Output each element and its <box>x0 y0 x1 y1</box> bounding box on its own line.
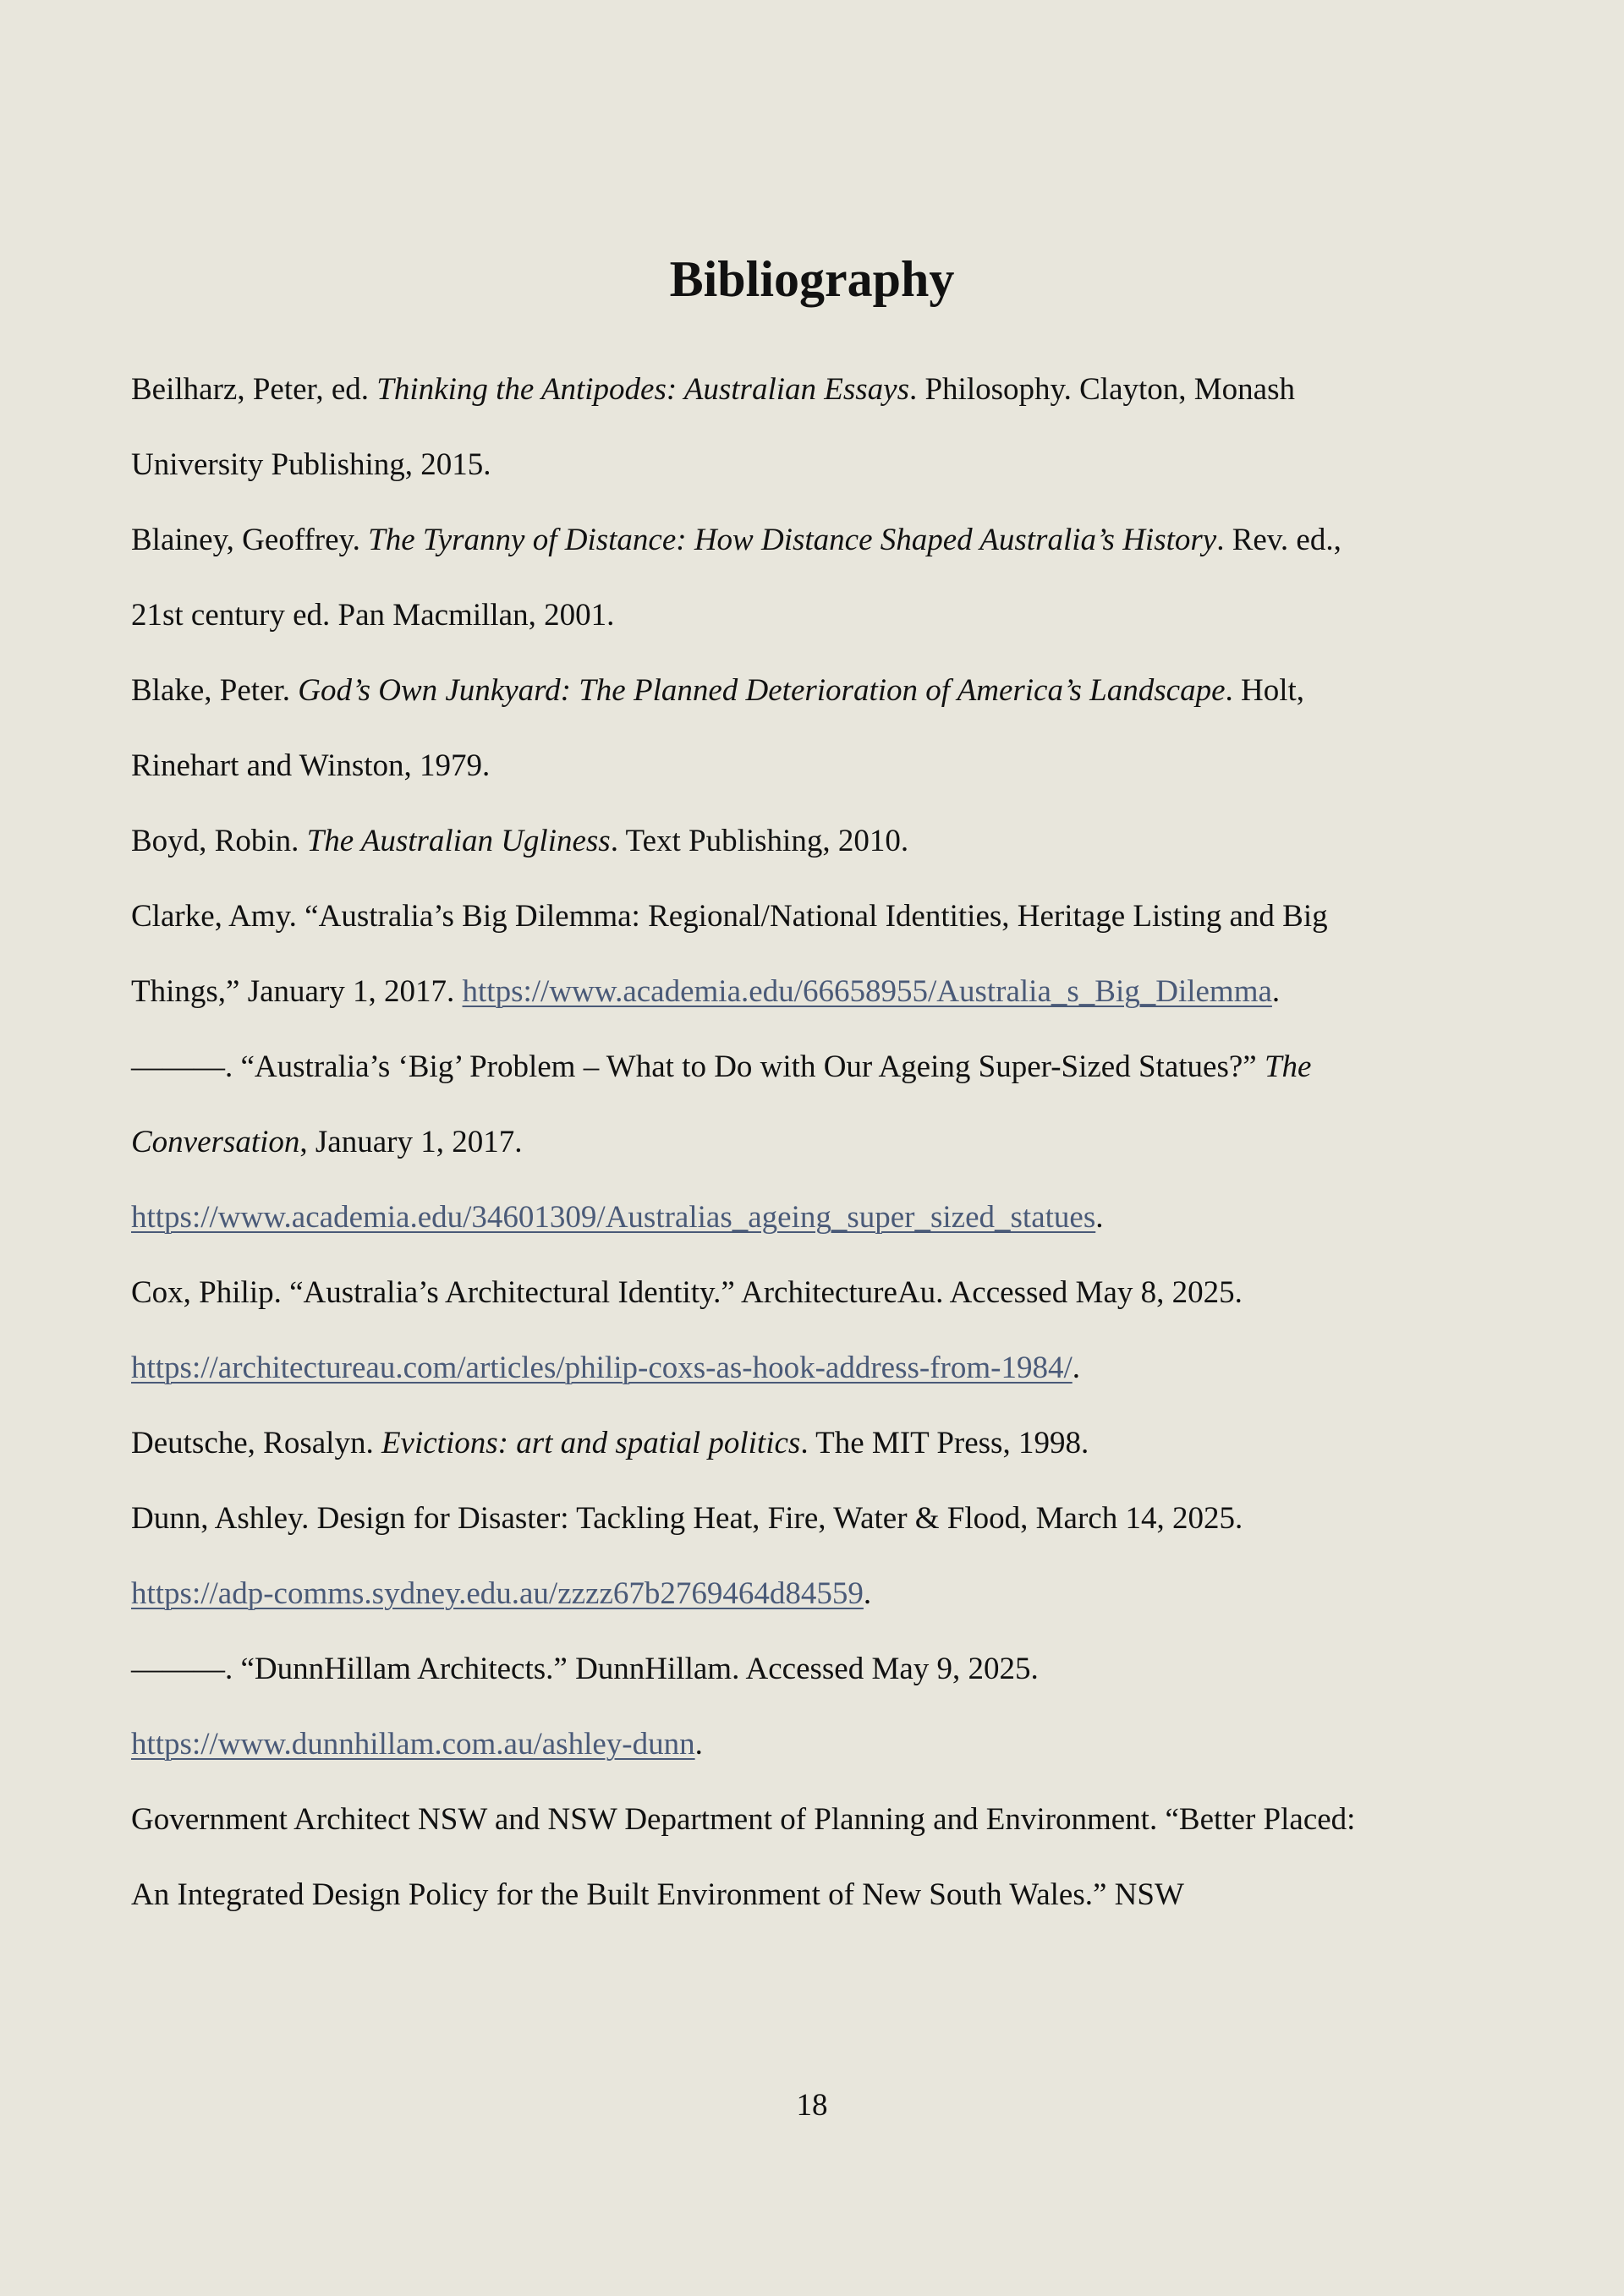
entry-text: An Integrated Design Policy for the Built Environment of New South Wales.” NSW <box>131 1877 1184 1912</box>
bibliography-entry-boyd <box>131 803 1518 879</box>
entry-text: . Text Publishing, 2010. <box>610 824 909 858</box>
entry-title: The Australian Ugliness <box>306 824 611 858</box>
entry-text: . <box>863 1576 872 1611</box>
entry-text: . <box>1095 1200 1104 1235</box>
entry-link[interactable]: https://www.dunnhillam.com.au/ashley-dunn <box>131 1727 695 1762</box>
entry-text: Blake, Peter. <box>131 673 299 708</box>
bibliography-entry-dunn-design-for-disaster <box>131 1481 1518 1631</box>
entry-title: The <box>1264 1049 1312 1084</box>
entry-text: . Philosophy. Clayton, Monash <box>908 372 1295 407</box>
entry-text: Clarke, Amy. “Australia’s Big Dilemma: Regional/National Identities, Heritage Listing and Big <box>131 899 1328 934</box>
entry-text: Government Architect NSW and NSW Department of Planning and Environment. “Better Placed: <box>131 1802 1356 1837</box>
bibliography-entry-cox <box>131 1255 1518 1406</box>
entry-link[interactable]: https://www.academia.edu/66658955/Australia_s_Big_Dilemma <box>462 974 1272 1009</box>
entry-text: Boyd, Robin. <box>131 824 307 858</box>
bibliography-entry-blake <box>131 653 1518 803</box>
entry-text: ———. “DunnHillam Architects.” DunnHillam. Accessed May 9, 2025. <box>131 1652 1039 1686</box>
entry-title: God’s Own Junkyard: The Planned Deterioration of America’s Landscape <box>298 673 1226 708</box>
bibliography-entry-clarke-big-dilemma <box>131 879 1518 1029</box>
entry-text: . <box>1072 1351 1080 1385</box>
entry-text: Rinehart and Winston, 1979. <box>131 748 491 783</box>
entry-text: Cox, Philip. “Australia’s Architectural Identity.” ArchitectureAu. Accessed May 8, 2025. <box>131 1275 1243 1310</box>
page-number: 18 <box>796 2088 828 2123</box>
entry-link[interactable]: https://www.academia.edu/34601309/Australias_ageing_super_sized_statues <box>131 1200 1096 1235</box>
page-title: Bibliography <box>669 251 955 307</box>
entry-link[interactable]: https://architectureau.com/articles/philip-coxs-as-hook-address-from-1984/ <box>131 1351 1073 1385</box>
entry-text: . <box>1271 974 1281 1009</box>
entry-text: Things,” January 1, 2017. <box>131 974 463 1009</box>
entry-text: Blainey, Geoffrey. <box>131 523 369 557</box>
entry-text: Dunn, Ashley. Design for Disaster: Tackling Heat, Fire, Water & Flood, March 14, 2025. <box>131 1501 1243 1536</box>
entry-title: Conversation <box>131 1125 300 1159</box>
entry-link[interactable]: https://adp-comms.sydney.edu.au/zzzz67b2769464d84559 <box>131 1576 864 1611</box>
bibliography-list <box>131 352 1518 1932</box>
entry-text: , January 1, 2017. <box>299 1125 523 1159</box>
entry-text: . The MIT Press, 1998. <box>800 1426 1089 1460</box>
entry-text: . Rev. ed., <box>1216 523 1341 557</box>
entry-text: Beilharz, Peter, ed. <box>131 372 377 407</box>
entry-text: 21st century ed. Pan Macmillan, 2001. <box>131 598 615 633</box>
entry-title: Evictions: art and spatial politics <box>381 1426 801 1460</box>
entry-text: . Holt, <box>1225 673 1305 708</box>
entry-text: University Publishing, 2015. <box>131 447 491 482</box>
entry-text: Deutsche, Rosalyn. <box>131 1426 381 1460</box>
bibliography-entry-blainey <box>131 502 1518 653</box>
bibliography-entry-beilharz <box>131 352 1518 502</box>
bibliography-entry-deutsche <box>131 1406 1518 1481</box>
entry-title: Thinking the Antipodes: Australian Essays <box>376 372 909 407</box>
entry-text: ———. “Australia’s ‘Big’ Problem – What to Do with Our Ageing Super-Sized Statues?” <box>131 1049 1265 1084</box>
bibliography-entry-dunn-dunnhillam <box>131 1631 1518 1782</box>
bibliography-entry-clarke-big-problem <box>131 1029 1518 1255</box>
entry-title: The Tyranny of Distance: How Distance Shaped Australia’s History <box>368 523 1217 557</box>
entry-text: . <box>694 1727 703 1762</box>
bibliography-entry-government-architect-nsw <box>131 1782 1518 1932</box>
